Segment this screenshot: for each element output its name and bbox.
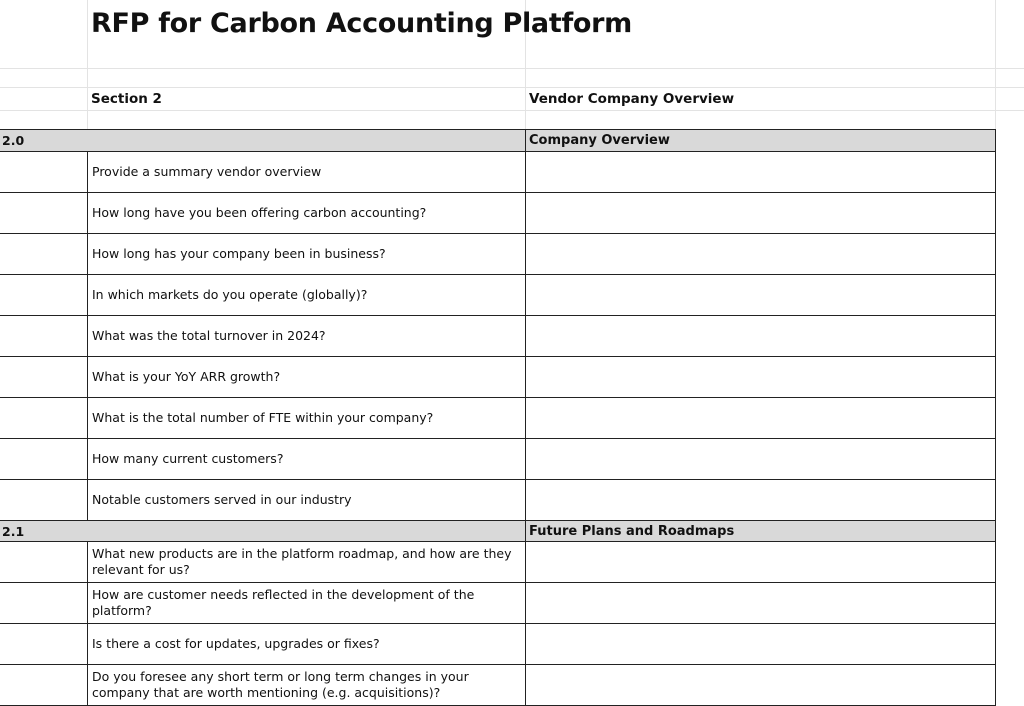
answer-cell[interactable]	[525, 152, 995, 192]
question-row[interactable]	[0, 439, 995, 480]
question-row[interactable]	[0, 152, 995, 193]
answer-cell[interactable]	[525, 275, 995, 315]
answer-cell[interactable]	[525, 357, 995, 397]
answer-cell[interactable]	[525, 583, 995, 623]
question-cell[interactable]: What is the total number of FTE within your company?	[87, 398, 526, 438]
answer-cell[interactable]	[525, 316, 995, 356]
section-row[interactable]	[0, 521, 995, 542]
section-number[interactable]: 2.1	[2, 523, 25, 539]
grid-row-line	[0, 110, 1024, 111]
question-cell[interactable]: Do you foresee any short term or long term changes in your company that are worth mentioning (e.g. acquisitions)?	[87, 665, 526, 705]
answer-cell[interactable]	[525, 234, 995, 274]
question-row[interactable]	[0, 357, 995, 398]
question-row[interactable]	[0, 275, 995, 316]
question-row[interactable]	[0, 234, 995, 275]
answer-cell[interactable]	[525, 665, 995, 705]
question-row[interactable]	[0, 624, 995, 665]
section-heading[interactable]: Vendor Company Overview	[529, 91, 735, 107]
answer-cell[interactable]	[525, 398, 995, 438]
answer-cell[interactable]	[525, 193, 995, 233]
section-number[interactable]: 2.0	[2, 133, 25, 148]
question-cell[interactable]: In which markets do you operate (globally)?	[87, 275, 526, 315]
grid-row-line	[0, 87, 1024, 88]
question-row[interactable]	[0, 398, 995, 439]
section-title[interactable]: Future Plans and Roadmaps	[525, 521, 995, 541]
answer-cell[interactable]	[525, 439, 995, 479]
sheet-title[interactable]: RFP for Carbon Accounting Platform	[91, 8, 633, 39]
question-row[interactable]	[0, 480, 995, 521]
question-row[interactable]	[0, 665, 995, 706]
question-row[interactable]	[0, 542, 995, 583]
answer-cell[interactable]	[525, 542, 995, 582]
question-row[interactable]	[0, 316, 995, 357]
answer-cell[interactable]	[525, 624, 995, 664]
question-cell[interactable]: Is there a cost for updates, upgrades or fixes?	[87, 624, 526, 664]
section-title[interactable]: Company Overview	[525, 130, 995, 151]
question-cell[interactable]: Notable customers served in our industry	[87, 480, 526, 520]
grid-row-line	[0, 68, 1024, 69]
answer-cell[interactable]	[525, 480, 995, 520]
question-cell[interactable]: What new products are in the platform roadmap, and how are they relevant for us?	[87, 542, 526, 582]
question-cell[interactable]: How many current customers?	[87, 439, 526, 479]
section-row[interactable]	[0, 130, 995, 152]
question-cell[interactable]: How long have you been offering carbon accounting?	[87, 193, 526, 233]
section-label[interactable]: Section 2	[91, 91, 162, 107]
rfp-table	[0, 129, 996, 706]
question-cell[interactable]: How long has your company been in business?	[87, 234, 526, 274]
question-row[interactable]	[0, 583, 995, 624]
question-cell[interactable]: How are customer needs reflected in the development of the platform?	[87, 583, 526, 623]
question-cell[interactable]: What was the total turnover in 2024?	[87, 316, 526, 356]
question-cell[interactable]: Provide a summary vendor overview	[87, 152, 526, 192]
question-cell[interactable]: What is your YoY ARR growth?	[87, 357, 526, 397]
question-row[interactable]	[0, 193, 995, 234]
